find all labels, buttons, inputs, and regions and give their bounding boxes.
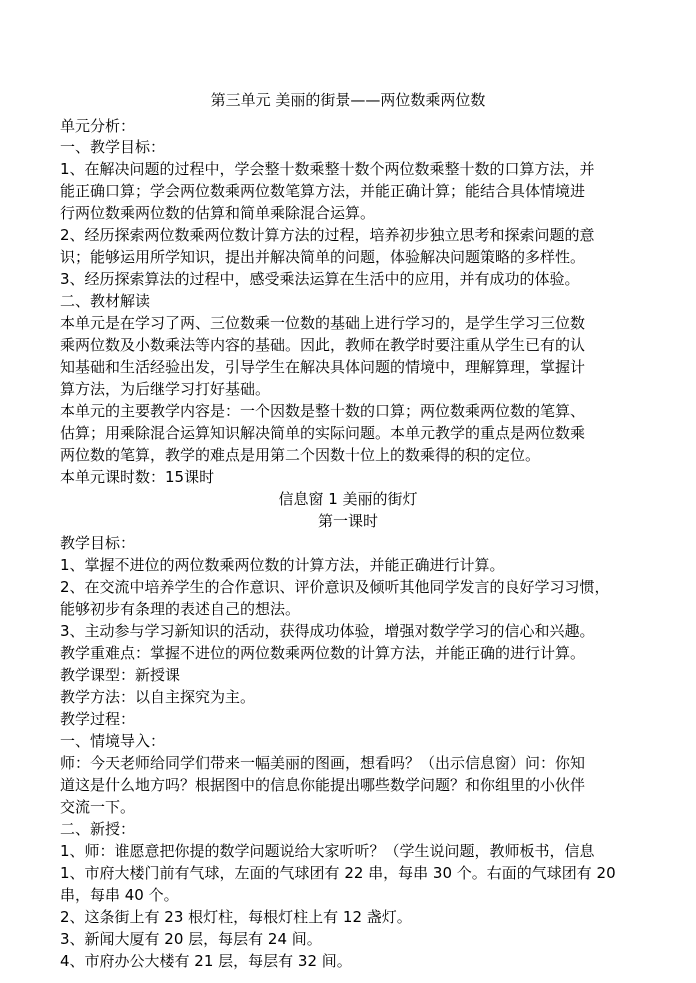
- new-lesson-line: 1、师：谁愿意把你提的数学问题说给大家听听？（学生说问题，教师板书，信息: [60, 842, 595, 860]
- goals-line: 能正确口算；学会两位数乘两位数笔算方法，并能正确计算；能结合具体情境进: [60, 182, 586, 200]
- new-lesson-line: 2、这条街上有 23 根灯柱，每根灯柱上有 12 盏灯。: [60, 908, 412, 926]
- goals-heading: 一、教学目标：: [60, 138, 166, 156]
- hours-line: 本单元课时数：15课时: [60, 468, 215, 486]
- window-title: 信息窗 1 美丽的街灯: [278, 490, 418, 508]
- objective-line: 2、在交流中培养学生的合作意识、评价意识及倾听其他同学发言的良好学习习惯，: [60, 578, 610, 596]
- objective-line: 1、掌握不进位的两位数乘两位数的计算方法，并能正确进行计算。: [60, 556, 505, 574]
- material-paragraph-line: 本单元的主要教学内容是：一个因数是整十数的口算；两位数乘两位数的笔算、: [60, 402, 586, 420]
- goals-line: 2、经历探索两位数乘两位数计算方法的过程，培养初步独立思考和探索问题的意: [60, 226, 595, 244]
- new-lesson-line: 4、市府办公大楼有 21 层，每层有 32 间。: [60, 952, 352, 970]
- lesson-type-line: 教学课型：新授课: [60, 666, 181, 684]
- material-paragraph-line: 本单元是在学习了两、三位数乘一位数的基础上进行学习的，是学生学习三位数: [60, 314, 586, 332]
- intro-heading: 一、情境导入：: [60, 732, 166, 750]
- objectives-heading: 教学目标：: [60, 534, 136, 552]
- lesson-title: 第一课时: [317, 512, 378, 530]
- unit-title: 第三单元 美丽的街景——两位数乘两位数: [210, 91, 486, 109]
- goals-line: 识；能够运用所学知识，提出并解决简单的问题，体验解决问题策略的多样性。: [60, 248, 586, 266]
- method-line: 教学方法：以自主探究为主。: [60, 688, 256, 706]
- material-paragraph-line: 估算；用乘除混合运算知识解决简单的实际问题。本单元教学的重点是两位数乘: [60, 424, 586, 442]
- material-paragraph-line: 算方法，为后继学习打好基础。: [60, 380, 271, 398]
- objective-line: 3、主动参与学习新知识的活动，获得成功体验，增强对数学学习的信心和兴趣。: [60, 622, 595, 640]
- objective-line: 能够初步有条理的表述自己的想法。: [60, 600, 301, 618]
- new-lesson-line: 串，每串 40 个。: [60, 886, 179, 904]
- unit-analysis-heading: 单元分析：: [60, 117, 136, 135]
- goals-line: 1、在解决问题的过程中，学会整十数乘整十数个两位数乘整十数的口算方法，并: [60, 160, 595, 178]
- goals-line: 3、经历探索算法的过程中，感受乘法运算在生活中的应用，并有成功的体验。: [60, 270, 580, 288]
- material-paragraph-line: 知基础和生活经验出发，引导学生在解决具体问题的情境中，理解算理，掌握计: [60, 358, 586, 376]
- process-heading: 教学过程：: [60, 710, 136, 728]
- intro-line: 道这是什么地方吗？根据图中的信息你能提出哪些数学问题？和你组里的小伙伴: [60, 776, 586, 794]
- new-lesson-line: 3、新闻大厦有 20 层，每层有 24 间。: [60, 930, 322, 948]
- intro-line: 师：今天老师给同学们带来一幅美丽的图画，想看吗？（出示信息窗）问：你知: [60, 754, 586, 772]
- intro-line: 交流一下。: [60, 798, 136, 816]
- material-paragraph-line: 乘两位数及小数乘法等内容的基础。因此，教师在教学时要注重从学生已有的认: [60, 336, 586, 354]
- key-points-line: 教学重难点：掌握不进位的两位数乘两位数的计算方法，并能正确的进行计算。: [60, 644, 586, 662]
- new-lesson-heading: 二、新授：: [60, 820, 136, 838]
- material-heading: 二、教材解读: [60, 292, 151, 310]
- material-paragraph-line: 两位数的笔算，教学的难点是用第二个因数十位上的数乘得的积的定位。: [60, 446, 541, 464]
- new-lesson-line: 1、市府大楼门前有气球，左面的气球团有 22 串，每串 30 个。右面的气球团有 20: [60, 864, 616, 882]
- goals-line: 行两位数乘两位数的估算和简单乘除混合运算。: [60, 204, 376, 222]
